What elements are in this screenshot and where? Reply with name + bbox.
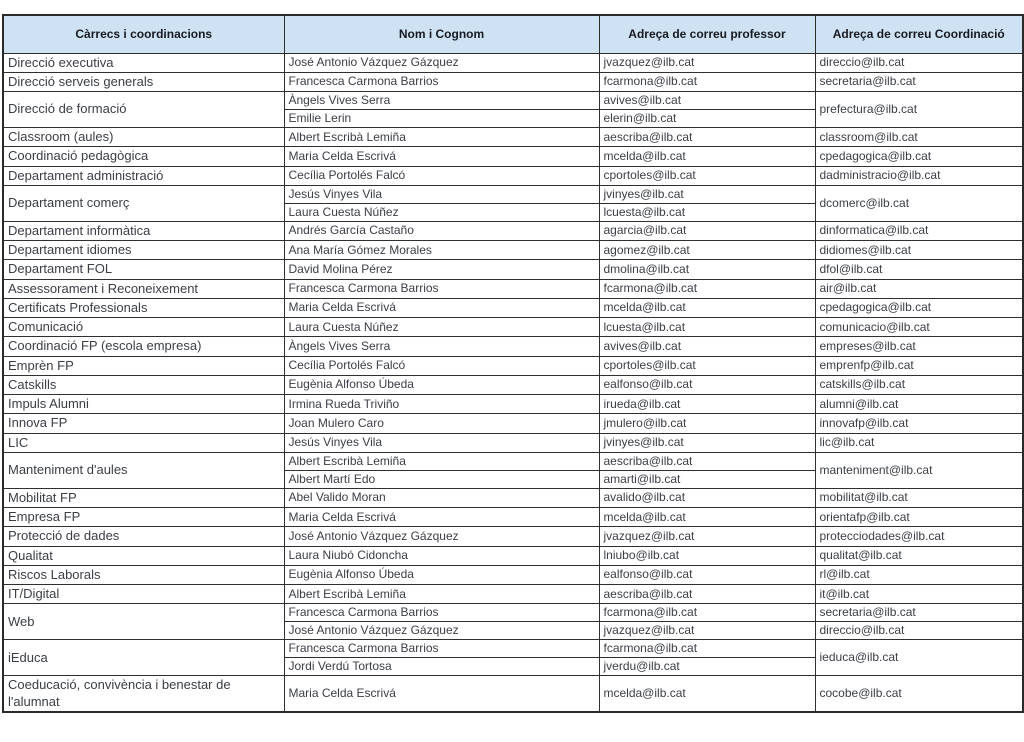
cell-professor: mcelda@ilb.cat xyxy=(599,676,815,712)
table-row xyxy=(3,221,1023,240)
table-row xyxy=(3,452,1023,470)
table-row xyxy=(3,356,1023,375)
cell-carrec: Riscos Laborals xyxy=(3,565,284,584)
cell-nom: Maria Celda Escrivá xyxy=(284,298,599,317)
table-row xyxy=(3,92,1023,110)
cell-professor: jvinyes@ilb.cat xyxy=(599,433,815,452)
cell-professor: fcarmona@ilb.cat xyxy=(599,604,815,622)
cell-nom: Andrés García Castaño xyxy=(284,221,599,240)
cell-nom: Laura Cuesta Núñez xyxy=(284,318,599,337)
cell-carrec: Innova FP xyxy=(3,414,284,433)
cell-professor: aescriba@ilb.cat xyxy=(599,452,815,470)
cell-coordinacio: orientafp@ilb.cat xyxy=(815,508,1023,527)
cell-carrec: Comunicació xyxy=(3,318,284,337)
cell-coordinacio: cocobe@ilb.cat xyxy=(815,676,1023,712)
cell-carrec: Certificats Professionals xyxy=(3,298,284,317)
table-row xyxy=(3,241,1023,260)
cell-professor: cportoles@ilb.cat xyxy=(599,166,815,185)
column-header: Nom i Cognom xyxy=(284,15,599,53)
cell-nom: Maria Celda Escrivá xyxy=(284,676,599,712)
cell-carrec: Coordinació pedagògica xyxy=(3,147,284,166)
cell-nom: Jesús Vinyes Vila xyxy=(284,185,599,203)
cell-coordinacio: comunicacio@ilb.cat xyxy=(815,318,1023,337)
cell-coordinacio: secretaria@ilb.cat xyxy=(815,72,1023,91)
cell-carrec: Coeducació, convivència i benestar de l'alumnat xyxy=(3,676,284,712)
cell-coordinacio: dcomerc@ilb.cat xyxy=(815,185,1023,221)
cell-carrec: IT/Digital xyxy=(3,585,284,604)
table-row xyxy=(3,279,1023,298)
cell-coordinacio: classroom@ilb.cat xyxy=(815,128,1023,147)
cell-professor: jvazquez@ilb.cat xyxy=(599,53,815,72)
cell-carrec: Assessorament i Reconeixement xyxy=(3,279,284,298)
cell-professor: irueda@ilb.cat xyxy=(599,395,815,414)
cell-professor: lniubo@ilb.cat xyxy=(599,546,815,565)
cell-professor: fcarmona@ilb.cat xyxy=(599,279,815,298)
cell-nom: Abel Valido Moran xyxy=(284,488,599,507)
table-header xyxy=(3,15,1023,53)
cell-coordinacio: secretaria@ilb.cat xyxy=(815,604,1023,622)
cell-professor: avives@ilb.cat xyxy=(599,92,815,110)
cell-nom: Albert Martí Edo xyxy=(284,470,599,488)
table-row xyxy=(3,337,1023,356)
cell-carrec: Manteniment d'aules xyxy=(3,452,284,488)
cell-coordinacio: dadministracio@ilb.cat xyxy=(815,166,1023,185)
cell-professor: jvinyes@ilb.cat xyxy=(599,185,815,203)
cell-coordinacio: prefectura@ilb.cat xyxy=(815,92,1023,128)
cell-carrec: Departament administració xyxy=(3,166,284,185)
cell-nom: Cecília Portolés Falcó xyxy=(284,356,599,375)
cell-carrec: Departament FOL xyxy=(3,260,284,279)
cell-nom: Albert Escribà Lemiña xyxy=(284,128,599,147)
cell-professor: mcelda@ilb.cat xyxy=(599,508,815,527)
cell-coordinacio: ieduca@ilb.cat xyxy=(815,640,1023,676)
cell-professor: avives@ilb.cat xyxy=(599,337,815,356)
cell-nom: Àngels Vives Serra xyxy=(284,337,599,356)
cell-nom: Francesca Carmona Barrios xyxy=(284,72,599,91)
cell-professor: jvazquez@ilb.cat xyxy=(599,527,815,546)
cell-nom: José Antonio Vázquez Gázquez xyxy=(284,53,599,72)
table-row xyxy=(3,527,1023,546)
cell-professor: aescriba@ilb.cat xyxy=(599,128,815,147)
cell-nom: José Antonio Vázquez Gázquez xyxy=(284,622,599,640)
cell-coordinacio: empreses@ilb.cat xyxy=(815,337,1023,356)
cell-professor: aescriba@ilb.cat xyxy=(599,585,815,604)
cell-coordinacio: cpedagogica@ilb.cat xyxy=(815,147,1023,166)
column-header: Càrrecs i coordinacions xyxy=(3,15,284,53)
table-row xyxy=(3,318,1023,337)
table-row xyxy=(3,433,1023,452)
cell-nom: Àngels Vives Serra xyxy=(284,92,599,110)
cell-coordinacio: dinformatica@ilb.cat xyxy=(815,221,1023,240)
cell-coordinacio: air@ilb.cat xyxy=(815,279,1023,298)
cell-coordinacio: mobilitat@ilb.cat xyxy=(815,488,1023,507)
cell-professor: lcuesta@ilb.cat xyxy=(599,318,815,337)
cell-professor: lcuesta@ilb.cat xyxy=(599,203,815,221)
cell-coordinacio: manteniment@ilb.cat xyxy=(815,452,1023,488)
cell-nom: Albert Escribà Lemiña xyxy=(284,452,599,470)
cell-coordinacio: lic@ilb.cat xyxy=(815,433,1023,452)
cell-nom: Cecília Portolés Falcó xyxy=(284,166,599,185)
cell-professor: avalido@ilb.cat xyxy=(599,488,815,507)
table-row xyxy=(3,508,1023,527)
cell-nom: Jesús Vinyes Vila xyxy=(284,433,599,452)
cell-carrec: Impuls Alumni xyxy=(3,395,284,414)
header-row xyxy=(3,15,1023,53)
cell-carrec: Departament comerç xyxy=(3,185,284,221)
cell-carrec: Qualitat xyxy=(3,546,284,565)
table-row xyxy=(3,147,1023,166)
cell-professor: dmolina@ilb.cat xyxy=(599,260,815,279)
table-row xyxy=(3,185,1023,203)
cell-professor: ealfonso@ilb.cat xyxy=(599,375,815,394)
contacts-table-container xyxy=(2,14,1022,713)
table-row xyxy=(3,298,1023,317)
cell-nom: Emilie Lerin xyxy=(284,110,599,128)
cell-coordinacio: innovafp@ilb.cat xyxy=(815,414,1023,433)
cell-coordinacio: catskills@ilb.cat xyxy=(815,375,1023,394)
cell-coordinacio: it@ilb.cat xyxy=(815,585,1023,604)
cell-carrec: Empresa FP xyxy=(3,508,284,527)
table-row xyxy=(3,375,1023,394)
contacts-table xyxy=(2,14,1024,713)
cell-professor: mcelda@ilb.cat xyxy=(599,147,815,166)
cell-professor: agarcia@ilb.cat xyxy=(599,221,815,240)
cell-carrec: Protecció de dades xyxy=(3,527,284,546)
cell-carrec: Direcció de formació xyxy=(3,92,284,128)
table-row xyxy=(3,260,1023,279)
cell-carrec: Direcció executiva xyxy=(3,53,284,72)
cell-carrec: iEduca xyxy=(3,640,284,676)
cell-nom: Albert Escribà Lemiña xyxy=(284,585,599,604)
cell-professor: jverdu@ilb.cat xyxy=(599,658,815,676)
cell-professor: fcarmona@ilb.cat xyxy=(599,72,815,91)
column-header: Adreça de correu professor xyxy=(599,15,815,53)
table-row xyxy=(3,72,1023,91)
table-row xyxy=(3,128,1023,147)
cell-professor: amarti@ilb.cat xyxy=(599,470,815,488)
cell-coordinacio: didiomes@ilb.cat xyxy=(815,241,1023,260)
table-row xyxy=(3,676,1023,712)
cell-professor: elerin@ilb.cat xyxy=(599,110,815,128)
cell-professor: cportoles@ilb.cat xyxy=(599,356,815,375)
cell-coordinacio: protecciodades@ilb.cat xyxy=(815,527,1023,546)
cell-nom: José Antonio Vázquez Gázquez xyxy=(284,527,599,546)
cell-coordinacio: direccio@ilb.cat xyxy=(815,622,1023,640)
cell-coordinacio: cpedagogica@ilb.cat xyxy=(815,298,1023,317)
cell-nom: Maria Celda Escrivá xyxy=(284,508,599,527)
cell-coordinacio: dfol@ilb.cat xyxy=(815,260,1023,279)
cell-carrec: Catskills xyxy=(3,375,284,394)
cell-carrec: Web xyxy=(3,604,284,640)
cell-nom: Laura Cuesta Núñez xyxy=(284,203,599,221)
cell-carrec: LIC xyxy=(3,433,284,452)
cell-nom: Joan Mulero Caro xyxy=(284,414,599,433)
cell-coordinacio: rl@ilb.cat xyxy=(815,565,1023,584)
cell-coordinacio: emprenfp@ilb.cat xyxy=(815,356,1023,375)
table-row xyxy=(3,414,1023,433)
column-header: Adreça de correu Coordinació xyxy=(815,15,1023,53)
cell-carrec: Direcció serveis generals xyxy=(3,72,284,91)
cell-nom: Eugènia Alfonso Úbeda xyxy=(284,375,599,394)
table-row xyxy=(3,488,1023,507)
cell-coordinacio: alumni@ilb.cat xyxy=(815,395,1023,414)
cell-nom: Francesca Carmona Barrios xyxy=(284,279,599,298)
cell-coordinacio: qualitat@ilb.cat xyxy=(815,546,1023,565)
table-body xyxy=(3,53,1023,712)
cell-carrec: Departament idiomes xyxy=(3,241,284,260)
table-row xyxy=(3,604,1023,622)
cell-nom: Jordi Verdú Tortosa xyxy=(284,658,599,676)
cell-professor: jmulero@ilb.cat xyxy=(599,414,815,433)
cell-nom: Francesca Carmona Barrios xyxy=(284,604,599,622)
cell-professor: ealfonso@ilb.cat xyxy=(599,565,815,584)
table-row xyxy=(3,585,1023,604)
table-row xyxy=(3,565,1023,584)
cell-carrec: Mobilitat FP xyxy=(3,488,284,507)
cell-nom: David Molina Pérez xyxy=(284,260,599,279)
cell-nom: Francesca Carmona Barrios xyxy=(284,640,599,658)
cell-nom: Maria Celda Escrivá xyxy=(284,147,599,166)
cell-nom: Eugènia Alfonso Úbeda xyxy=(284,565,599,584)
table-row xyxy=(3,395,1023,414)
table-row xyxy=(3,640,1023,658)
cell-carrec: Coordinació FP (escola empresa) xyxy=(3,337,284,356)
cell-professor: mcelda@ilb.cat xyxy=(599,298,815,317)
cell-nom: Irmina Rueda Triviño xyxy=(284,395,599,414)
cell-professor: fcarmona@ilb.cat xyxy=(599,640,815,658)
cell-nom: Ana María Gómez Morales xyxy=(284,241,599,260)
cell-carrec: Classroom (aules) xyxy=(3,128,284,147)
cell-carrec: Departament informàtica xyxy=(3,221,284,240)
cell-professor: jvazquez@ilb.cat xyxy=(599,622,815,640)
table-row xyxy=(3,166,1023,185)
cell-carrec: Emprèn FP xyxy=(3,356,284,375)
cell-professor: agomez@ilb.cat xyxy=(599,241,815,260)
cell-coordinacio: direccio@ilb.cat xyxy=(815,53,1023,72)
table-row xyxy=(3,53,1023,72)
cell-nom: Laura Niubó Cidoncha xyxy=(284,546,599,565)
table-row xyxy=(3,546,1023,565)
